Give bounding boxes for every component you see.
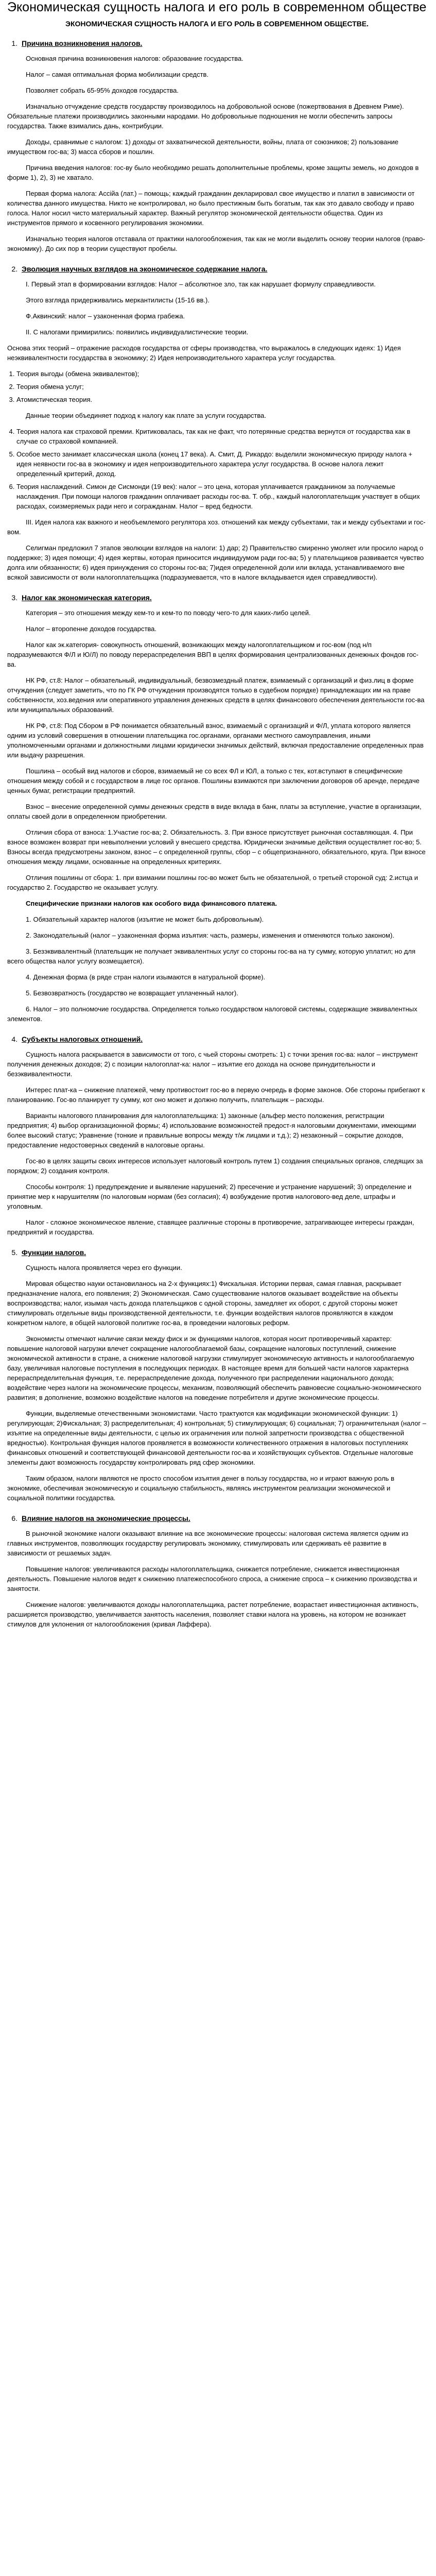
paragraph: Сущность налога раскрывается в зависимости от того, с чьей стороны смотреть: 1) с точки зрения гос-ва: налог – инструмент получения денежных доходов; 2) с позиции налогоплат-ка: налог – изъятие его дохода на основе принудительности и безэквивалентности.: [7, 1050, 418, 1078]
paragraph: 6. Налог – это полномочие государства. Определяется только государством налоговой системы, содержащие эквивалентных элементов.: [7, 1005, 417, 1023]
paragraph: Основа этих теорий – отражение расходов государства от сферы производства, что выражалось в следующих идеях: 1) Идея неэквивалентности государства в экономику; 2) Идея непроизводительного характера услуг государства.: [7, 344, 401, 362]
list-item: 3. Атомистическая теория.: [16, 395, 427, 404]
paragraph: Интерес плат-ка – снижение платежей, чему противостоит гос-во в первую очередь в форме законов. Обе стороны прибегают к планированию. Гос-во планирует ту сумму, кот оно может и должно получить, плательщик – расходы.: [7, 1086, 425, 1104]
paragraph: Пошлина – особый вид налогов и сборов, взимаемый не со всех ФЛ и ЮЛ, а только с тех, кот.вступают в специфические отношения между собой и с государством в лице гос органов. Пошлины взимаются при заключении договоров об аренде, передаче ценных бумаг, регистрации предприятий.: [7, 767, 420, 794]
paragraph: Налог – второпенне доходов государства.: [26, 625, 157, 633]
paragraph: Первая форма налога: Ассiйa (лат.) – помощь; каждый гражданин декларировал свое имущество и платил в зависимости от количества данного имущества. Никто не контролировал, но было престижным быть богатым, так как это давало свободу и право голоса. Налог носил чисто материальный характер. Важный регулятор экономической деятельности общества. Один из инструментов прямого и косвенного регулирования экономики.: [7, 190, 415, 227]
paragraph: Гос-во в целях защиты своих интересов использует налоговый контроль путем 1) создания специальных органов, следящих за порядком; 2) создания контроля.: [7, 1157, 423, 1175]
paragraph: Категория – это отношения между кем-то и кем-то по поводу чего-то для каких-либо целей.: [26, 609, 311, 617]
section-heading-3: 3. Налог как экономическая категория.: [11, 594, 152, 602]
page-title: Экономическая сущность налога и его роль в современном обществе: [7, 0, 427, 14]
paragraph: В рыночной экономике налоги оказывают влияние на все экономические процессы: налоговая система является одним из главных инструментов, позволяющих государству регулировать экономику, стимулировать или сдерживать её развитие в зависимости от решаемых задач.: [7, 1530, 409, 1557]
paragraph: Основная причина возникновения налогов: образование государства.: [26, 55, 243, 62]
paragraph: 2. Законодательный (налог – узаконенная форма изъятия: часть, размеры, изменения и отменяются только законом).: [26, 931, 394, 939]
section-heading-4: 4. Субъекты налоговых отношений.: [11, 1035, 143, 1043]
document-subtitle: ЭКОНОМИЧЕСКАЯ СУЩНОСТЬ НАЛОГА И ЕГО РОЛЬ В СОВРЕМЕННОМ ОБЩЕСТВЕ.: [65, 20, 369, 28]
paragraph: Способы контроля: 1) предупреждение и выявление нарушений; 2) пресечение и устранение нарушений; 3) определение и принятие мер к нарушителям (по налоговым нормам (без согласия); 4) возбуждение против налогового-вед деле, штрафы и уголовным.: [7, 1183, 412, 1210]
paragraph: Этого взгляда придерживались меркантилисты (15-16 вв.).: [26, 296, 210, 304]
paragraph: II. С налогами примирились: появились индивидуалистические теории.: [26, 328, 249, 336]
paragraph: 5. Безвозвратность (государство не возвращает уплаченный налог).: [26, 989, 238, 997]
paragraph: Отличия пошлины от сбора: 1. при взимании пошлины гос-во может быть не обязательной, о третьей стороной суд: 2.истца и государство 2. Государство не оказывает услугу.: [7, 874, 418, 891]
paragraph: Ф.Аквинский: налог – узаконенная форма грабежа.: [26, 312, 185, 320]
list-item: 6. Теория наслаждений. Симон де Сисмонди (19 век): налог – это цена, которая уплачивается гражданином за получаемые наслаждения. При помощи налогов гражданин оплачивает расходы гос-ва. Т. обр., каждый налогоплательщик участвует в общих расходах, соизмеряемых ради него и согражданам. Налог – вред бедности.: [16, 482, 427, 511]
paragraph: Позволяет собрать 65-95% доходов государства.: [26, 87, 179, 94]
section-heading-2: 2. Эволюция научных взглядов на экономическое содержание налога.: [11, 265, 268, 273]
theory-list: [7, 369, 427, 404]
paragraph: Взнос – внесение определенной суммы денежных средств в виде вклада в банк, платы за вступление, участие в организации, оплаты своей доли в определенном приобретении.: [7, 803, 422, 820]
paragraph: Причина введения налогов: гос-ву было необходимо решать дополнительные проблемы, кроме защиты земель, но доходов в форме 1), 2), 3) не хватало.: [7, 164, 419, 181]
section-heading-1: 1. Причина возникновения налогов.: [11, 39, 143, 47]
paragraph: Данные теории объединяет подход к налогу как плате за услуги государства.: [26, 412, 266, 419]
paragraph: 3. Безэквивалентный (плательщик не получает эквивалентных услуг со стороны гос-ва на ту сумму, которую уплатил; но для всего общества налог услугу возмещается).: [7, 947, 416, 965]
paragraph: Таким образом, налоги являются не просто способом изъятия денег в пользу государства, но и играют важную роль в экономике, обеспечивая экономическую и социальную стабильность, являясь инструментом реализации экономической и социальной политики государства.: [7, 1475, 394, 1502]
paragraph: Мировая общество науки остановиланось на 2-х функциях:1) Фискальная. Историки первая, самая главная, раскрывает предназначение налога, его появления; 2) Экономическая. Само существование налогов оказывает воздействие на объекты воспроизводства; налог, изымая часть дохода плательщиков с одной стороны, замедляет их оборот, с другой стороны может стимулировать отдельные виды производственной деятельности, т.е. функции воздействия налогов проявляются в каждом конкретном налоге, в общей налоговой политике гос-ва, в проведении налоговых реформ.: [7, 1280, 402, 1327]
paragraph: 1. Обязательный характер налогов (изъятие не может быть добровольным).: [26, 916, 264, 923]
list-item: 4. Теория налога как страховой премии. Критиковалась, так как не факт, что потерянные средства вернутся от государства как в случае со страховой компанией.: [16, 427, 427, 446]
paragraph: I. Первый этап в формировании взглядов: Налог – абсолютное зло, так как нарушает формулу справедливости.: [26, 280, 376, 288]
paragraph: НК РФ, ст.8: Налог – обязательный, индивидуальный, безвозмездный платеж, взимаемый с организаций и физ.лиц в форме отчуждения (следует заметить, что по ГК РФ отчуждения производятся только в судебном порядке) принадлежащих им на праве собственности, хоз.ведения или оперативного управления денежных средств в целях финансового обеспечения деятельности гос-ва или муниципальных образований.: [7, 676, 425, 714]
paragraph: Изначально теория налогов отставала от практики налогообложения, так как не могли выделить основу теории налогов (право-экономику). До сих пор в теории существуют пробелы.: [7, 235, 425, 252]
paragraph: Повышение налогов: увеличиваются расходы налогоплательщика, снижается потребление, снижается инвестиционная деятельность. Повышение налогов ведет к снижению платежеспособного спроса, а снижение спроса – к снижению производства и занятости.: [7, 1565, 417, 1592]
paragraph: 4. Денежная форма (в ряде стран налоги изымаются в натуральной форме).: [26, 973, 266, 981]
list-item: 5. Особое место занимает классическая школа (конец 17 века). А. Смит, Д. Рикардо: выделили экономическую природу налога + идея неявности гос-ва в экономику и идея непроизводительного характера услуг государства. В основе налога лежит определенный критерий, доход.: [16, 449, 427, 479]
paragraph: НК РФ, ст.8: Под Сбором в РФ понимается обязательный взнос, взимаемый с организаций и Ф/Л, уплата которого является одним из условий совершения в отношении плательщика гос.органами, органами местного самоуправления, иными уполномоченными органами и должностными лицами юридически значимых действий, включая предоставление определенных прав или выдачу разрешения.: [7, 722, 424, 759]
paragraph: Налог – самая оптимальная форма мобилизации средств.: [26, 71, 209, 78]
paragraph: Селигман предложил 7 этапов эволюции взглядов на налоги: 1) дар; 2) Правительство смиренно умоляет или просило народ о поддержке; 3) идея помощи; 4) идея жертвы, которая приносится индивидуумом ради гос-ва; 5) у плательщиков развивается чувство долга или обязанности; 6) идея принуждения со стороны гос-ва; 7)идея определенной доли или вклада, устанавливаемого вне всякой зависимости от воли налогоплательщика (подразумевается, что в налоге вкладывается идея справедливости).: [7, 544, 424, 581]
paragraph: Изначально отчуждение средств государству производилось на добровольной основе (пожертвования в Древнем Риме). Обязательные платежи производились законными народами. Но добровольные подношения не могли обеспечить запросы государства. Также взимались дань, контрибуции.: [7, 103, 404, 130]
paragraph: Снижение налогов: увеличиваются доходы налогоплательщика, растет потребление, возрастает инвестиционная активность, расширяется производство, увеличивается занятость населения, позволяет ставки налога на уровень, на котором не возникает стимулов для уклонения от налогообложения (кривая Лаффера).: [7, 1601, 418, 1628]
section-heading-6: 6. Влияние налогов на экономические процессы.: [11, 1514, 190, 1522]
list-item: 2. Теория обмена услуг;: [16, 382, 427, 392]
theory-list-continued: [7, 427, 427, 511]
paragraph: Доходы, сравнимые с налогом: 1) доходы от захватнической деятельности, войны, плата от союзников; 2) пользование имуществом гос-ва; 3) масса сборов и пошлин.: [7, 138, 399, 156]
paragraph: Налог - сложное экономическое явление, ставящее различные стороны в противоречие, затрагивающее интересы граждан, предприятий и государства.: [7, 1218, 414, 1236]
paragraph: Отличия сбора от взноса: 1.Участие гос-ва; 2. Обязательность. 3. При взносе присутствует рыночная составляющая. 4. При взносе возможен возврат при невыполнении условий у внесшего средства. Юридически значимые действия осуществляет гос-во; 5. Взносы всегда предусмотрены законом, взнос – с определенной группы, сбор – с общепризнанного, обязательного, круга. При взносе отношения между лицами, основанные на определенных критериях.: [7, 828, 426, 866]
paragraph: Специфические признаки налогов как особого вида финансового платежа.: [26, 900, 277, 907]
section-heading-5: 5. Функции налогов.: [11, 1248, 86, 1257]
paragraph: Экономисты отмечают наличие связи между фиск и эк функциями налогов, которая носит противоречивый характер: повышение налоговой нагрузки влечет сокращение налогооблагаемой базы, сокращение налоговых поступлений, снижение экономической активности в стране, а снижение налоговой нагрузки стимулирует экономическую активность и налогооблагаемую базу, увеличивая налоговые поступления в последующих периодах. В настоящее время для большей части налогов характерна перераспределительная функция, т.е. перераспределение дохода, полученного при распределении национального дохода; воздействие через налоги на экономические процессы, механизм, позволяющий обеспечить равновесие социально-экономического развития; в дополнение, возможно воздействие налогов на поведение потребителя и другие экономические процессы.: [7, 1335, 422, 1401]
paragraph: Налог как эк.категория- совокупность отношений, возникающих между налогоплательщиком и гос-вом (под н/п подразумеваются Ф/Л и Ю/Л) по поводу перераспределения ВВП в целях формирования централизованных денежных фондов гос-ва.: [7, 641, 418, 668]
paragraph: Сущность налога проявляется через его функции.: [26, 1264, 182, 1272]
paragraph: III. Идея налога как важного и необъемлемого регулятора хоз. отношений как между субъектами, так и между субъектами и гос-вом.: [7, 518, 426, 536]
list-item: 1. Теория выгоды (обмена эквивалентов);: [16, 369, 427, 379]
paragraph: Функции, выделяемые отечественными экономистами. Часто трактуются как модификации экономической функции: 1) регулирующая; 2)Фискальная; 3) распределительная; 4) контрольная; 5) стимулирующая; 6) социальная; 7) ограничительная (налог – изъятие на определенные виды деятельности, с целью их ограничения или полной запретности производства с общественной вредностью). Контрольная функция налогов проявляется в возможности количественного отражения в налоговых поступлениях финансовых отношений и соответствующей финансовой деятельности гос-ва и хозяйствующих субъектов. Отдельные налоговые элементы дают возможность государству контролировать ряд сфер экономики.: [7, 1410, 426, 1466]
paragraph: Варианты налогового планирования для налогоплательщика: 1) законные (альфер место положения, регистрации предприятия; 4) выбор организационной формы; 4) использование возможностей предост-я налоговыми документами, имеющими более высокий статус; Уравнение (тонкие и правильные вопросы между т/ж лицами и т.д.); 2) незаконный – сокрытие доходов, предоставление недостоверных сведений в налоговые органы.: [7, 1112, 416, 1149]
